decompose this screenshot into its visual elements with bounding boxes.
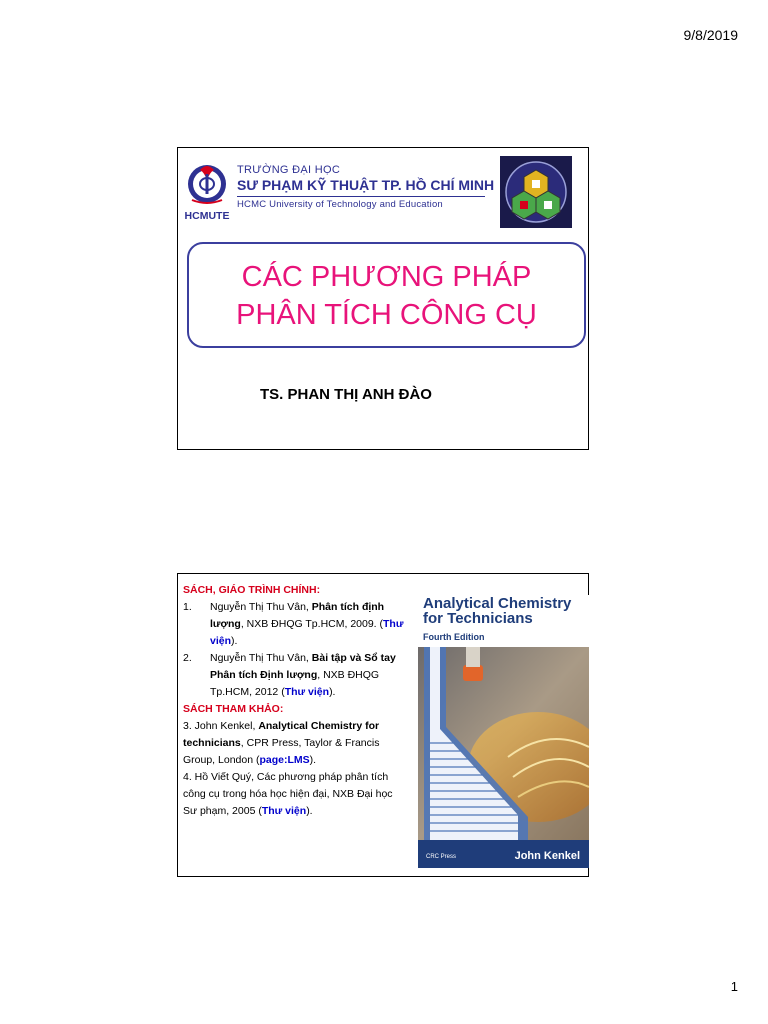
- book-footer: [418, 840, 589, 868]
- slide-title-line2: PHÂN TÍCH CÔNG CỤ: [236, 299, 537, 331]
- library-link[interactable]: Thư viện: [210, 618, 404, 647]
- ref-text: Nguyễn Thị Thu Vân,: [210, 601, 312, 613]
- lms-link[interactable]: page:LMS: [259, 754, 310, 766]
- book-cover-image: [418, 647, 589, 840]
- ref-text: Nguyễn Thị Thu Vân,: [210, 652, 312, 664]
- university-line1: TRƯỜNG ĐẠI HỌC: [237, 164, 341, 176]
- hcmute-logo: [180, 160, 234, 222]
- university-line2: SƯ PHẠM KỸ THUẬT TP. HỒ CHÍ MINH: [237, 177, 495, 193]
- library-link[interactable]: Thư viện: [261, 805, 307, 817]
- slide-date: 9/8/2019: [683, 27, 738, 43]
- ref-text: , NXB ĐHQG Tp.HCM, 2009. (: [240, 618, 384, 630]
- list-item: [183, 718, 405, 769]
- ref-text: ).: [231, 635, 238, 647]
- list-number: 2.: [183, 652, 192, 664]
- references-list: [183, 582, 405, 820]
- main-books-heading: SÁCH, GIÁO TRÌNH CHÍNH:: [183, 584, 321, 596]
- reference-books-heading: SÁCH THAM KHẢO:: [183, 703, 284, 715]
- ref-text: , CPR Press, Taylor & Francis Group, London (: [183, 737, 380, 766]
- library-link[interactable]: Thư viện: [284, 686, 330, 698]
- ref-text: ).: [329, 686, 336, 698]
- title-slide: [177, 147, 589, 450]
- ref-text: 4. Hồ Viết Quý, Các phương pháp phân tích công cụ trong hóa học hiện đại, NXB Đại học Sư phạm, 2005 (: [183, 771, 393, 817]
- ref-text: , NXB ĐHQG Tp.HCM, 2012 (: [210, 669, 380, 698]
- university-line3: HCMC University of Technology and Education: [237, 199, 443, 210]
- list-number: 1.: [183, 601, 192, 613]
- faculty-logo: [500, 156, 572, 228]
- ref-title: Phân tích định lượng: [210, 601, 385, 630]
- university-divider: [237, 196, 485, 197]
- list-item: [183, 769, 405, 820]
- author-name: TS. PHAN THỊ ANH ĐÀO: [260, 386, 432, 403]
- publisher-label: CRC Press: [426, 854, 457, 860]
- book-title-line2: for Technicians: [423, 610, 533, 627]
- ref-title: Bài tập và Sổ tay Phân tích Định lượng: [210, 652, 396, 681]
- ref-text: 3. John Kenkel,: [183, 720, 259, 732]
- title-box: [187, 242, 586, 348]
- slide-title-line1: CÁC PHƯƠNG PHÁP: [241, 261, 532, 293]
- ref-text: ).: [309, 754, 317, 766]
- logo-text: HCMUTE: [184, 210, 230, 222]
- list-item: [183, 599, 405, 650]
- book-title-line1: Analytical Chemistry: [423, 595, 572, 612]
- book-title: [423, 596, 571, 626]
- ref-text: ).: [306, 805, 313, 817]
- page-number: 1: [730, 979, 738, 994]
- book-cover: [418, 595, 589, 868]
- references-slide: [177, 573, 589, 877]
- book-author: John Kenkel: [514, 850, 580, 862]
- ref-title: Analytical Chemistry for technicians: [183, 720, 380, 749]
- book-edition: Fourth Edition: [423, 632, 485, 642]
- university-name: [237, 164, 495, 210]
- list-item: [183, 650, 405, 701]
